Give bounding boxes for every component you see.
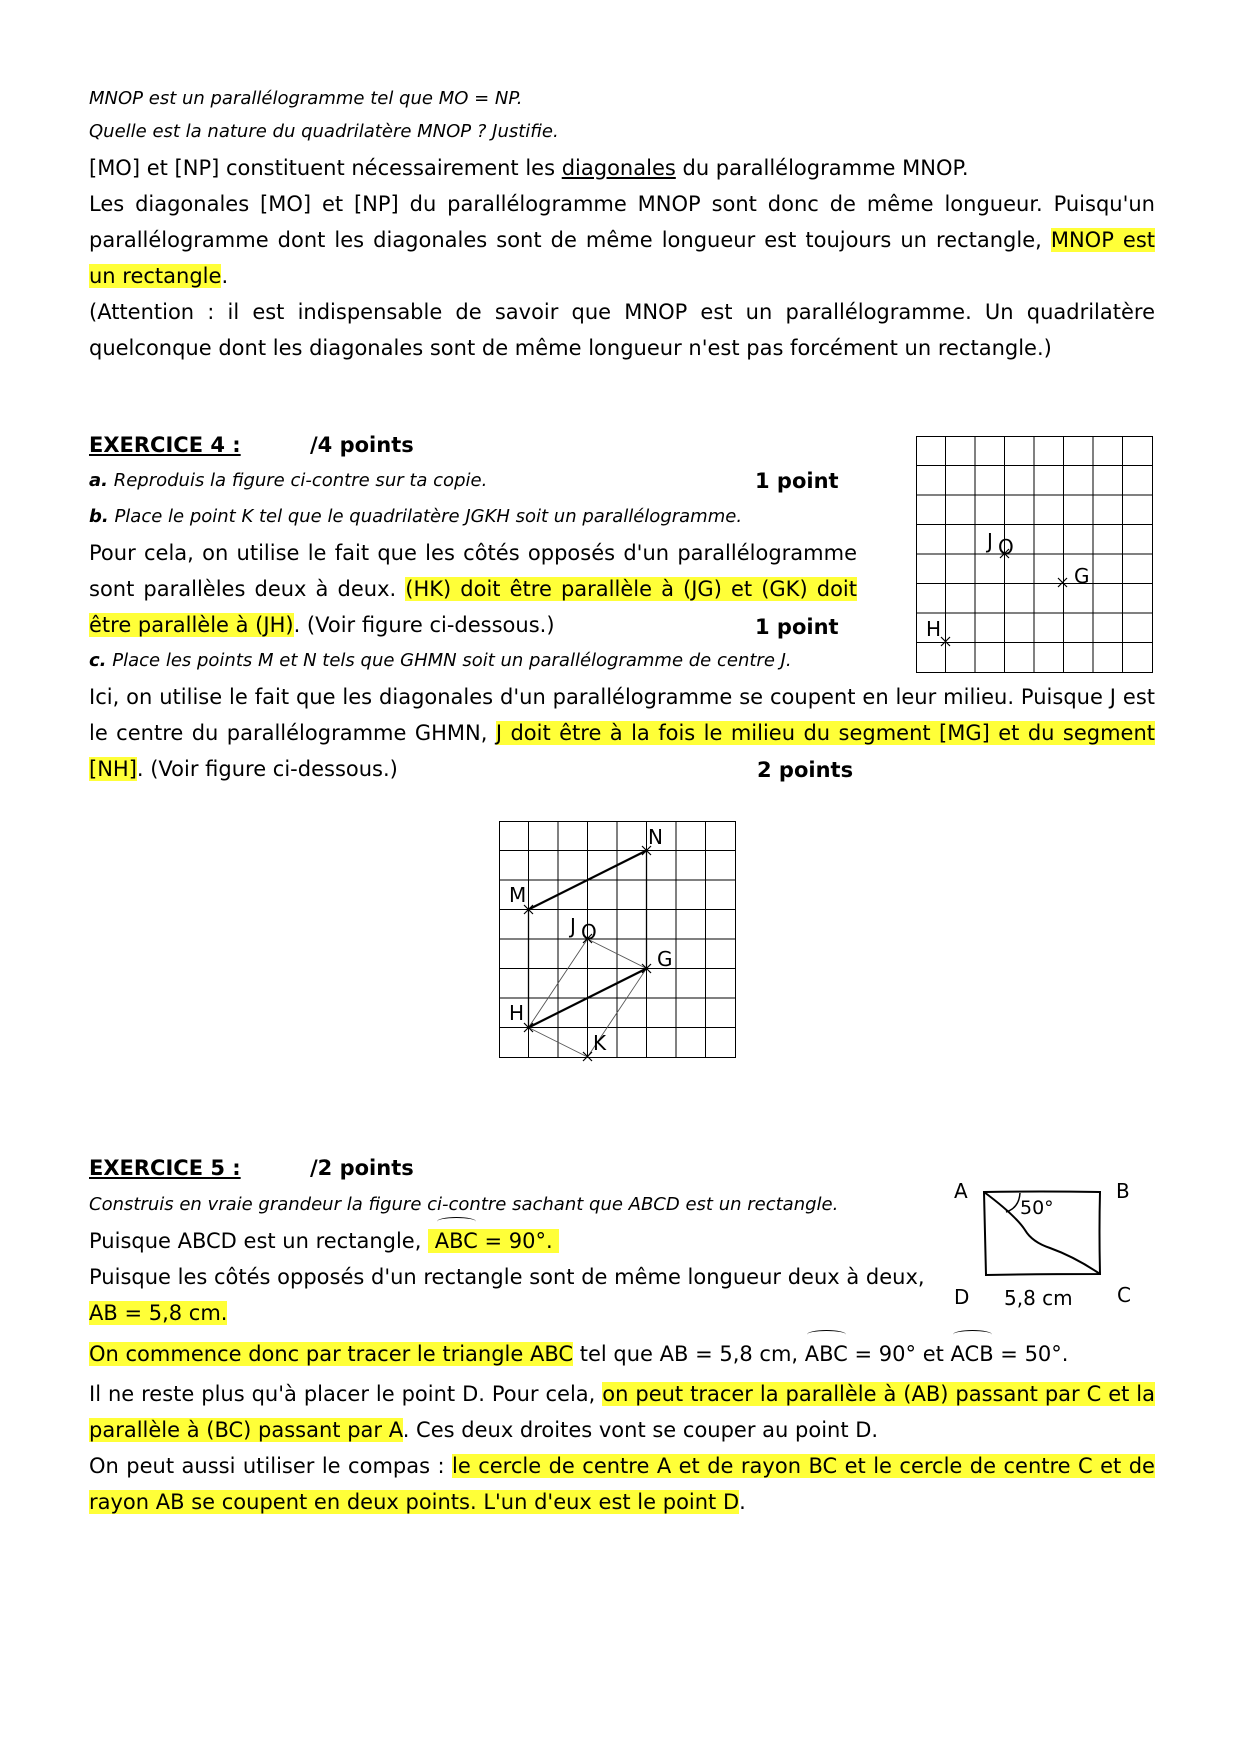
ex4-question-a: a. Reproduis la figure ci-contre sur ta copie. bbox=[89, 470, 488, 491]
ex4-b-points: 1 point bbox=[755, 615, 839, 639]
label-c: C bbox=[1117, 1283, 1131, 1307]
ex4-figure-grid bbox=[916, 436, 1158, 678]
ex4-question-c: c. Place les points M et N tels que GHMN soit un parallélogramme de centre J. bbox=[89, 650, 792, 671]
label-h: H bbox=[509, 1001, 525, 1025]
ex4-a-points: 1 point bbox=[755, 469, 839, 493]
ex4-answer-c: Ici, on utilise le fait que les diagonales d'un parallélogramme se coupent en leur milieu. Puisque J est le centre du parallélogramme GHMN, J doit être à la fois le milieu du segment [MG] et du segment [NH]. (Voir figure ci-dessous.) bbox=[89, 685, 1155, 781]
label-g: G bbox=[1074, 564, 1090, 588]
ex5-line-4: On commence donc par tracer le triangle ABC tel que AB = 5,8 cm, ABC = 90° et ACB = 50°. bbox=[89, 1336, 1155, 1372]
label-k: K bbox=[593, 1031, 607, 1055]
label-n: N bbox=[648, 825, 663, 849]
label-j: J bbox=[570, 914, 576, 938]
grid-lines bbox=[499, 821, 736, 1058]
ex4-title: EXERCICE 4 : /4 points bbox=[89, 433, 414, 457]
point-g-cross bbox=[1058, 578, 1067, 587]
ex5-line-6: On peut aussi utiliser le compas : le cercle de centre A et de rayon BC et le cercle de centre C et de rayon AB se coupent en deux points. L'un d'eux est le point D. bbox=[89, 1454, 1155, 1514]
ex5-title: EXERCICE 5 : /2 points bbox=[89, 1156, 414, 1180]
question: Quelle est la nature du quadrilatère MNOP ? Justifie. bbox=[89, 121, 559, 142]
ex5-line-3: AB = 5,8 cm. bbox=[89, 1301, 228, 1325]
length-label: 5,8 cm bbox=[1004, 1286, 1073, 1310]
label-j: J bbox=[987, 529, 993, 553]
label-b: B bbox=[1116, 1179, 1130, 1203]
answer-para-2: Les diagonales [MO] et [NP] du parallélogramme MNOP sont donc de même longueur. Puisqu'un parallélogramme dont les diagonales sont de même longueur est toujours un rectangle, MNOP est un rectangle. bbox=[89, 192, 1155, 288]
label-o: O bbox=[581, 920, 597, 944]
label-g: G bbox=[657, 947, 673, 971]
ex4-solution-figure bbox=[499, 821, 741, 1063]
ex5-line-2: Puisque les côtés opposés d'un rectangle sont de même longueur deux à deux, bbox=[89, 1265, 925, 1289]
attention-note: (Attention : il est indispensable de savoir que MNOP est un parallélogramme. Un quadrilatère quelconque dont les diagonales sont de même longueur n'est pas forcément un rectangle.) bbox=[89, 300, 1155, 360]
angle-arc bbox=[1006, 1193, 1020, 1212]
ex4-c-points: 2 points bbox=[757, 758, 854, 782]
label-d: D bbox=[954, 1285, 970, 1309]
ex5-line-5: Il ne reste plus qu'à placer le point D. Pour cela, on peut tracer la parallèle à (AB) passant par C et la parallèle à (BC) passant par A. Ces deux droites vont se couper au point D. bbox=[89, 1382, 1155, 1442]
label-a: A bbox=[954, 1179, 968, 1203]
label-m: M bbox=[509, 883, 527, 907]
ex5-rectangle-sketch bbox=[940, 1170, 1160, 1320]
grid-lines bbox=[916, 436, 1153, 673]
ex5-instruction: Construis en vraie grandeur la figure ci-contre sachant que ABCD est un rectangle. bbox=[89, 1194, 839, 1215]
label-h: H bbox=[926, 617, 942, 641]
ex4-answer-b: Pour cela, on utilise le fait que les côtés opposés d'un parallélogramme sont parallèles deux à deux. (HK) doit être parallèle à (JG) et (GK) doit être parallèle à (JH). (Voir figure ci-dessous.) bbox=[89, 541, 857, 637]
ex5-line-1: Puisque ABCD est un rectangle, ABC = 90°. bbox=[89, 1223, 929, 1259]
angle-label: 50° bbox=[1020, 1197, 1054, 1219]
answer-line-1: [MO] et [NP] constituent nécessairement les diagonales du parallélogramme MNOP. bbox=[89, 156, 969, 180]
label-o: O bbox=[998, 535, 1014, 559]
statement: MNOP est un parallélogramme tel que MO = NP. bbox=[89, 88, 523, 109]
ex4-question-b: b. Place le point K tel que le quadrilatère JGKH soit un parallélogramme. bbox=[89, 506, 743, 527]
